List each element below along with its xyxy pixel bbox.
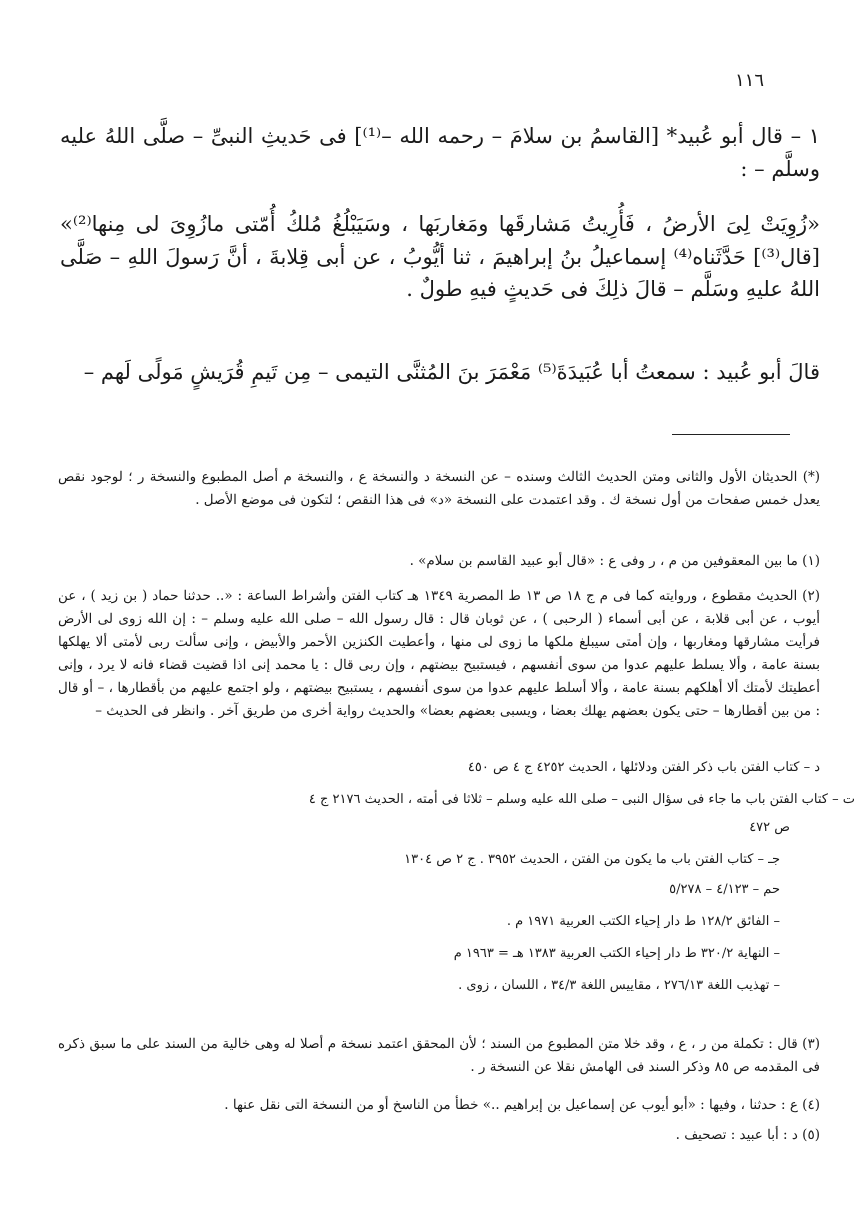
reference-line: ت – كتاب الفتن باب ما جاء فى سؤال النبى – صلى الله عليه وسلم – ثلاثا فى أمته ، الحديث ٢١٧٦ ج ٤ xyxy=(308,792,855,807)
main-text-hadith: «زُوِيَتْ لِىَ الأرضُ ، فَأُرِيتُ مَشارقَها ومَغاربَها ، وسَيَبْلُغُ مُلكُ أُمّتى مازُوِىَ لى مِنها⁽²⁾» [قال⁽³⁾] حَدَّثَناه⁽⁴⁾ إسماعيلُ بنُ إبراهيمَ ، ثنا أيُّوبُ ، عن أبى قِلابةَ ، أنَّ رَسولَ اللهِ – صَلَّى اللهُ عليهِ وسَلَّم – قالَ ذلِكَ فى حَديثٍ فيهِ طولٌ . xyxy=(60,212,820,302)
reference-line: حم – ٤/١٢٣ – ٥/٢٧٨ xyxy=(669,882,780,897)
reference-line: جـ – كتاب الفتن باب ما يكون من الفتن ، الحديث ٣٩٥٢ . ج ٢ ص ١٣٠٤ xyxy=(404,852,780,867)
reference-line: – الفائق ١٢٨/٢ ط دار إحياء الكتب العربية ١٩٧١ م . xyxy=(506,914,780,929)
footnote-5: (٥) د : أبا عبيد : تصحيف . xyxy=(675,1127,820,1143)
reference-line: ص ٤٧٢ xyxy=(749,820,790,835)
main-text-narration: قالَ أبو عُبيد : سمعتُ أبا عُبَيدَةَ⁽⁵⁾ مَعْمَرَ بنَ المُثنَّى التيمى – مِن تَيمِ قُرَيشٍ مَولًى لَهم – xyxy=(83,360,820,384)
reference-line: د – كتاب الفتن باب ذكر الفتن ودلائلها ، الحديث ٤٢٥٢ ج ٤ ص ٤٥٠ xyxy=(467,760,820,775)
reference-line: – تهذيب اللغة ٢٧٦/١٣ ، مقاييس اللغة ٣٤/٣ ، اللسان ، زوى . xyxy=(458,978,780,993)
footnote-separator xyxy=(672,434,790,435)
footnote-4: (٤) ع : حدثنا ، وفيها : «أبو أيوب عن إسماعيل بن إبراهيم ..» خطأ من الناسخ أو من النسخة التى نقل عنها . xyxy=(224,1097,820,1113)
footnote-3: (٣) قال : تكملة من ر ، ع ، وقد خلا متن المطبوع من السند ؛ لأن المحقق اعتمد نسخة م أصلا له وهى خالية من السند على ما سبق ذكره فى المقدمه ص ٨٥ وذكر السند فى الهامش نقلا عن النسخة ر . xyxy=(58,1036,820,1075)
main-text-intro: ١ – قال أبو عُبيد* [القاسمُ بن سلامَ – رحمه الله –⁽¹⁾] فى حَديثِ النبىِّ – صلَّى اللهُ عليه وسلَّم – : xyxy=(60,124,821,181)
footnote-star: (*) الحديثان الأول والثانى ومتن الحديث الثالث وسنده – عن النسخة د والنسخة ع ، والنسخة م أصل المطبوع والنسخة ر ؛ لوجود نقص يعدل خمس صفحات من أول نسخة ك . وقد اعتمدت على النسخة «د» فى هذا النقص ؛ لتكون فى موضع الأصل . xyxy=(58,469,820,508)
page-number: ١١٦ xyxy=(735,70,765,91)
reference-line: – النهاية ٣٢٠/٢ ط دار إحياء الكتب العربية ١٣٨٣ هـ = ١٩٦٣ م xyxy=(453,946,780,961)
footnote-2: (٢) الحديث مقطوع ، وروايته كما فى م ج ١٨ ص ١٣ ط المصرية ١٣٤٩ هـ كتاب الفتن وأشراط الساعة : «.. حدثنا حماد ( بن زيد ) ، عن أيوب ، عن أبى قلابة ، عن أبى أسماء ( الرحبى ) ، عن ثوبان قال : قال رسول الله – صلى الله عليه وسلم – : إن الله زوى لى الأرض فرأيت مشارقها ومغاربها ، وإن أمتى سيبلغ ملكها ما زوى لى منها ، وأعطيت الكنزين الأحمر والأبيض ، وإنى سألت ربى لأمتى ألا يهلكها بسنة عامة ، وألا يسلط عليهم عدوا من سوى أنفسهم ، فيستبيح بيضتهم ، وإن ربى قال : يا محمد إنى اذا قضيت قضاء فانه لا يرد ، وإنى أعطيتك لأمتك ألا أهلكهم بسنة عامة ، وألا أسلط عليهم عدوا من سوى أنفسهم ، يستبيح بيضتهم ، ولو اجتمع عليهم من بأقطارها ، – أو قال : من بين أقطارها – حتى يكون بعضهم يهلك بعضا ، ويسبى بعضهم بعضا» والحديث رواية أخرى من طريق آخر . وانظر فى الحديث – xyxy=(58,588,820,719)
footnote-1: (١) ما بين المعقوفين من م ، ر وفى ع : «قال أبو عبيد القاسم بن سلام» . xyxy=(409,553,820,569)
